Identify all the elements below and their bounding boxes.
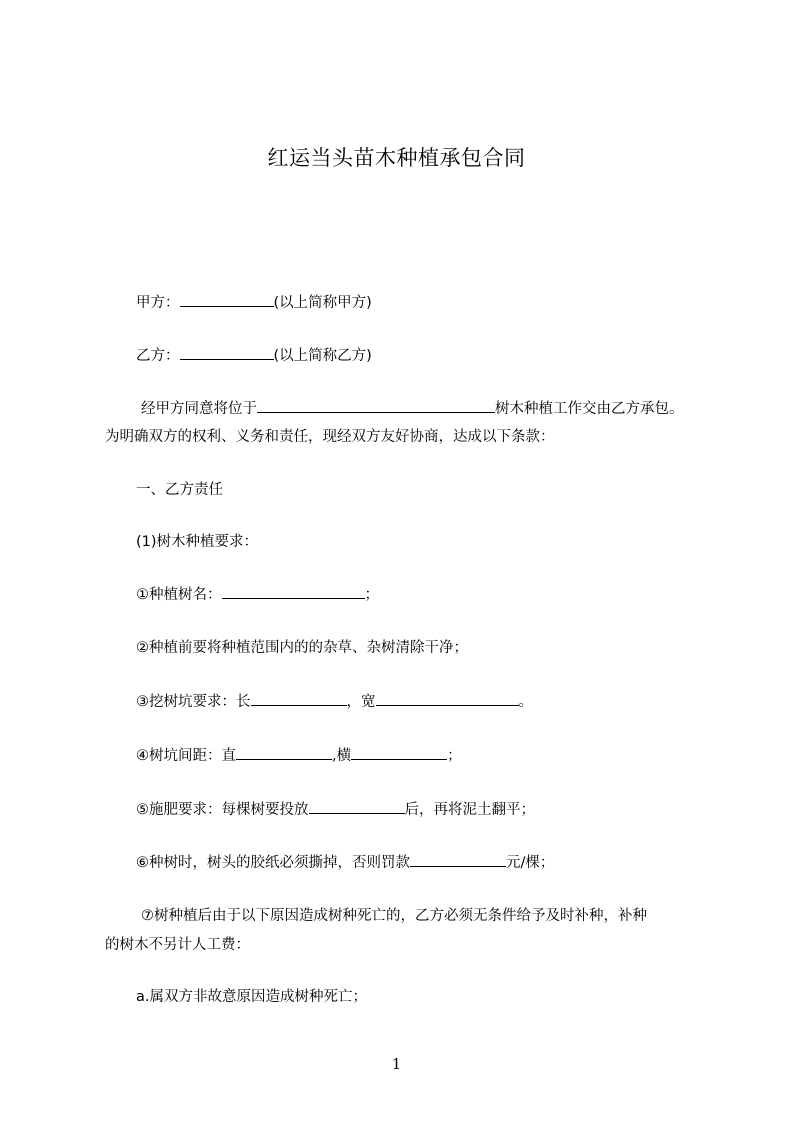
party-a-blank[interactable] [180,292,274,307]
party-b-suffix: (以上简称乙方) [273,348,372,364]
item-5 [136,799,535,820]
party-a-suffix: (以上简称甲方) [273,295,372,311]
intro-line-1 [141,398,684,419]
item-4 [136,745,462,766]
item-5-end: 后，再将泥土翻平； [404,802,535,818]
item-3 [136,691,533,712]
location-blank[interactable] [257,398,495,413]
item-4-mid: ,横 [332,748,352,764]
item-5-text: ⑤施肥要求：每棵树要投放 [136,802,309,818]
section-heading: 一、乙方责任 [136,482,223,498]
sub-item-a: a.属双方非故意原因造成树种死亡； [136,989,367,1005]
item-3-mid: ，宽 [346,694,376,710]
party-b-line [136,345,372,366]
item-1-end: ； [364,587,379,603]
fine-blank[interactable] [410,852,506,867]
pit-length-blank[interactable] [251,691,347,706]
item-3-text: ③挖树坑要求：长 [136,694,251,710]
item-6-text: ⑥种树时，树头的胶纸必须撕掉，否则罚款 [136,855,410,871]
intro-pre: 经甲方同意将位于 [141,401,257,417]
intro-post: 树木种植工作交由乙方承包。 [495,401,684,417]
party-b-label: 乙方： [136,348,180,364]
tree-name-blank[interactable] [222,584,365,599]
spacing-across-blank[interactable] [351,745,447,760]
item-6 [136,852,554,873]
item-1 [136,584,379,605]
party-b-blank[interactable] [180,345,274,360]
item-3-end: 。 [518,694,533,710]
party-a-label: 甲方： [136,295,180,311]
document-title: 红运当头苗木种植承包合同 [267,146,526,170]
spacing-straight-blank[interactable] [236,745,332,760]
item-1-text: ①种植树名： [136,587,222,603]
fertilizer-blank[interactable] [309,799,405,814]
item-4-end: ； [447,748,462,764]
pit-width-blank[interactable] [376,691,519,706]
party-a-line [136,292,372,313]
item-7-line-2: 的树木不另计人工费： [105,937,250,953]
item-6-end: 元/棵； [506,855,555,871]
requirements-heading: (1)树木种植要求： [136,534,259,550]
intro-line-2: 为明确双方的权利、义务和责任，现经双方友好协商，达成以下条款： [105,429,555,445]
item-4-text: ④树坑间距：直 [136,748,236,764]
item-2: ②种植前要将种植范围内的的杂草、杂树清除干净； [136,640,468,656]
item-7-line-1: ⑦树种植后由于以下原因造成树种死亡的，乙方必须无条件给予及时补种，补种 [141,908,647,924]
page-number: 1 [391,1055,402,1073]
